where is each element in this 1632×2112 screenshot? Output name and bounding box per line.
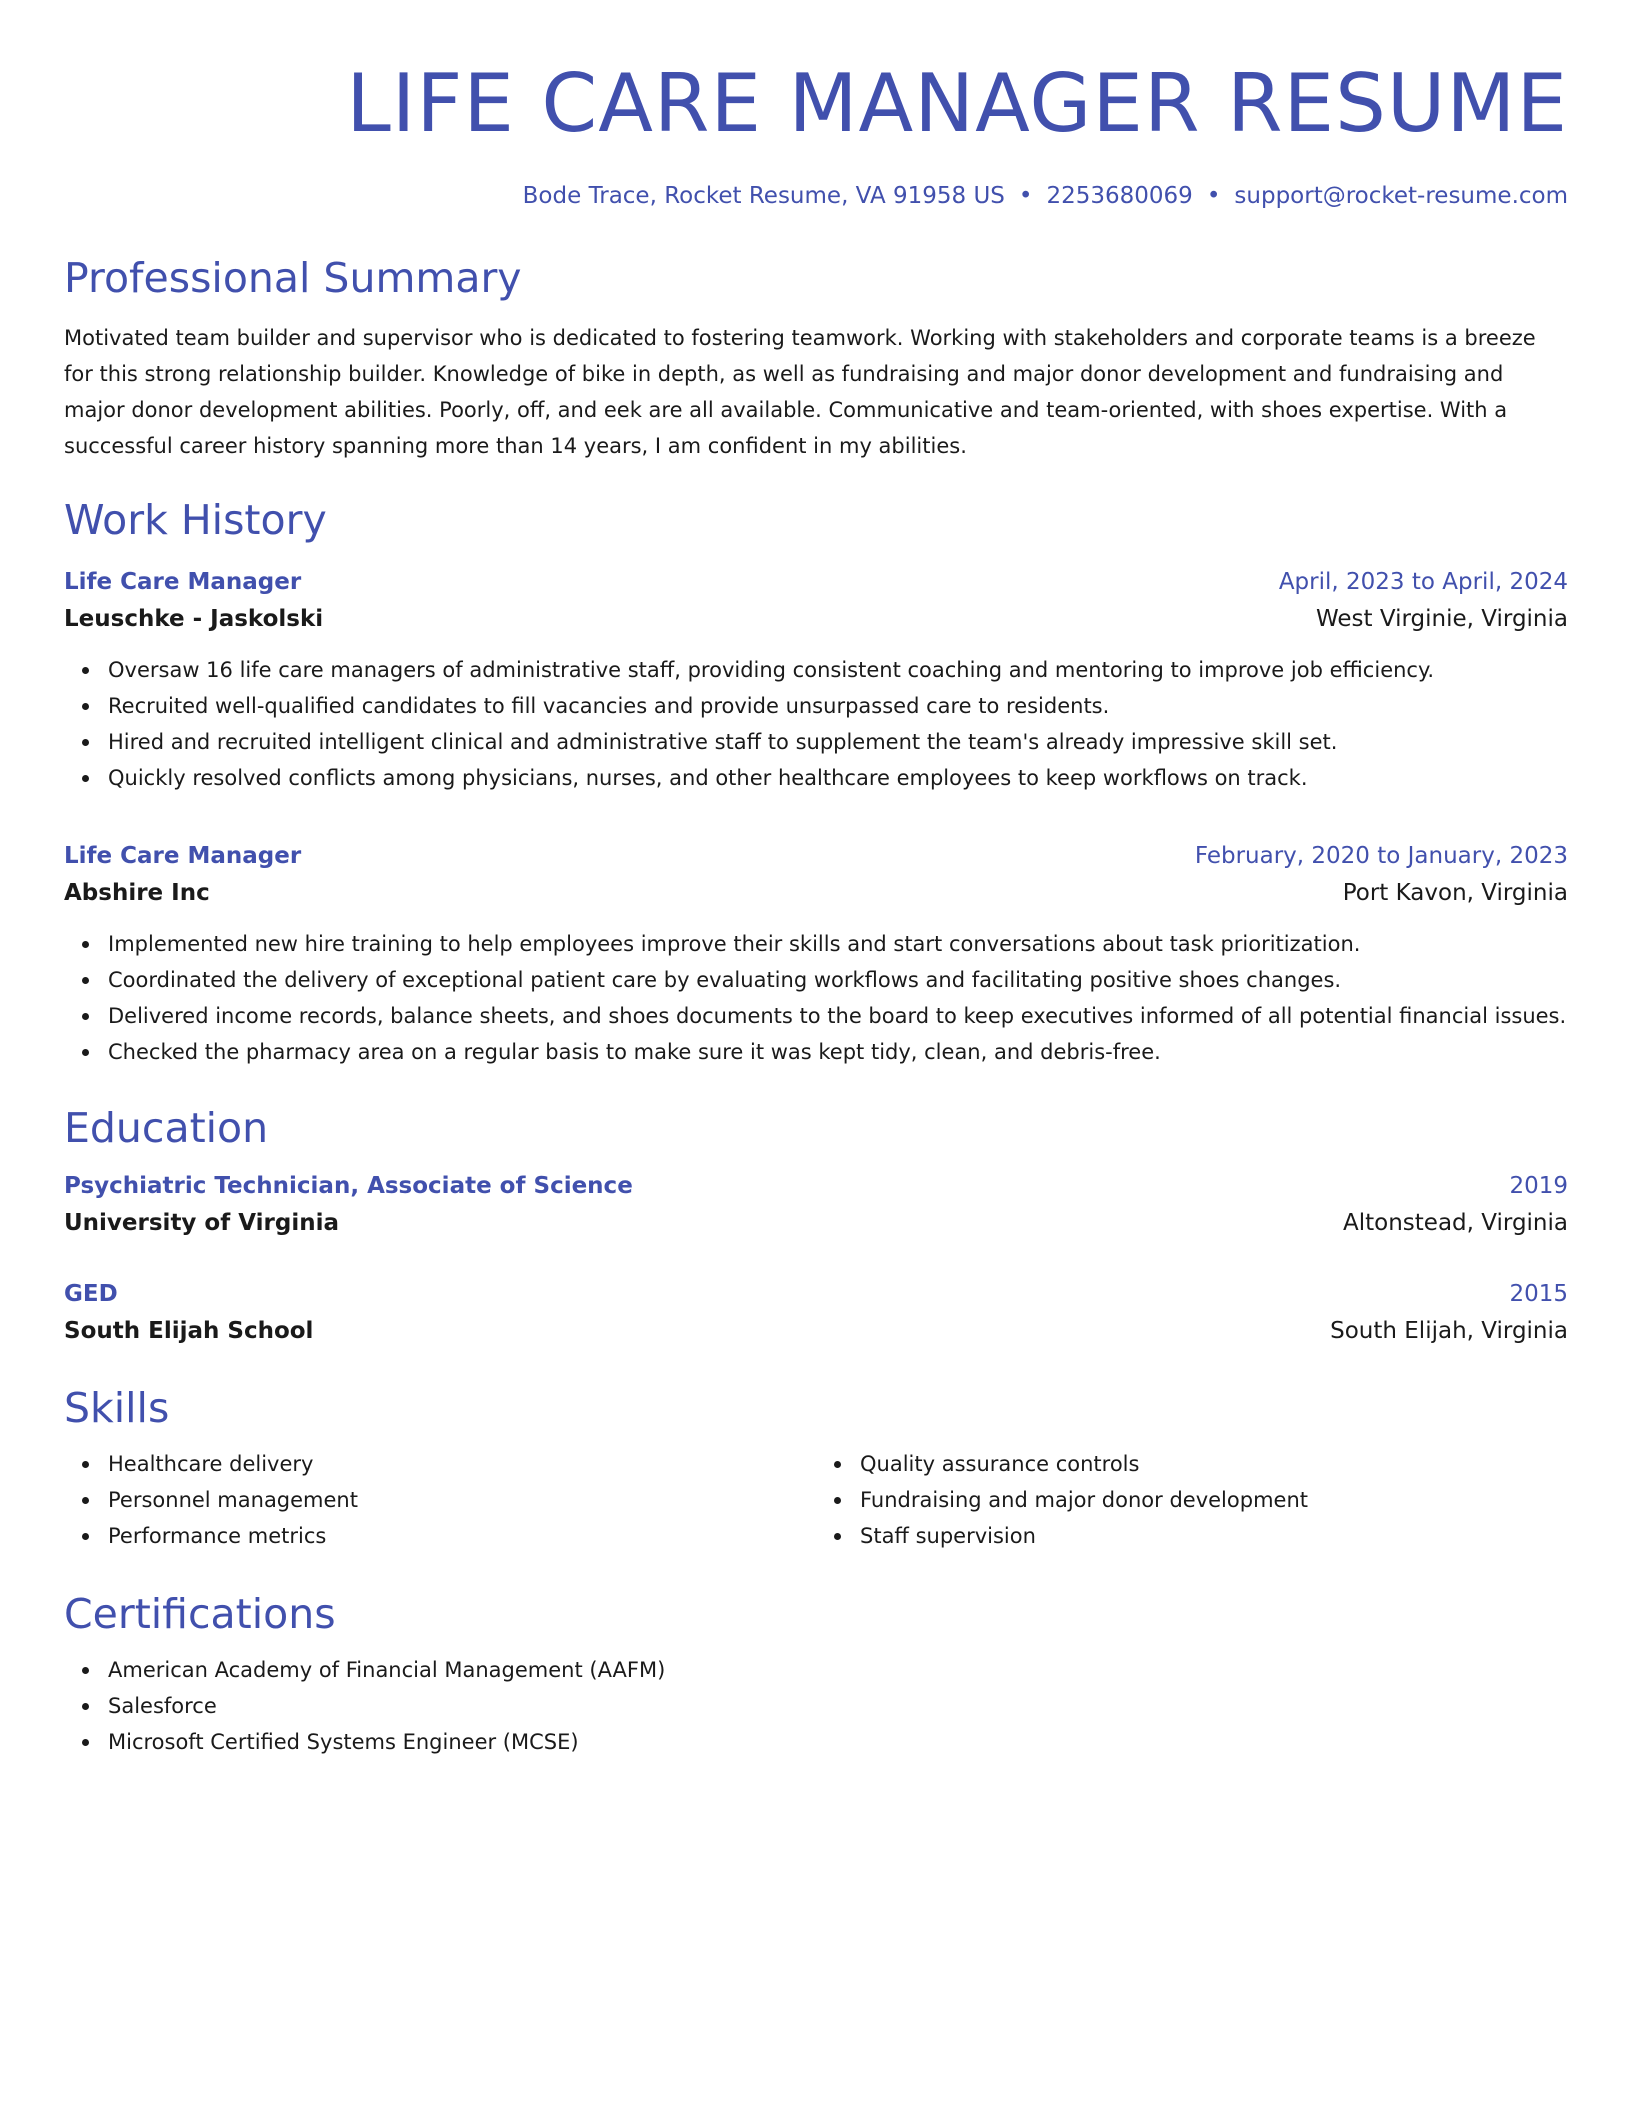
contact-phone: 2253680069 — [1046, 183, 1193, 209]
contact-separator: • — [1206, 183, 1221, 209]
skill-item: Fundraising and major donor development — [860, 1482, 1568, 1518]
job-bullet: Quickly resolved conflicts among physicians, nurses, and other healthcare employees to keep workflows on track. — [108, 760, 1568, 796]
skill-item: Quality assurance controls — [860, 1446, 1568, 1482]
certifications-list — [64, 1652, 1568, 1760]
professional-summary-section — [64, 250, 1568, 464]
certification-item: Salesforce — [108, 1688, 1568, 1724]
job-dates: February, 2020 to January, 2023 — [1194, 843, 1568, 869]
certification-item: Microsoft Certified Systems Engineer (MCSE) — [108, 1724, 1568, 1760]
job-bullets — [64, 652, 1568, 796]
skill-item: Personnel management — [108, 1482, 816, 1518]
job-bullets — [64, 926, 1568, 1070]
education-entry — [64, 1168, 1568, 1242]
section-heading-summary: Professional Summary — [64, 254, 522, 302]
job-dates: April, 2023 to April, 2024 — [1278, 569, 1568, 595]
skills-column-left — [64, 1446, 816, 1554]
job-location: West Virginie, Virginia — [1316, 606, 1568, 632]
certifications-section — [64, 1586, 1568, 1760]
summary-text: Motivated team builder and supervisor who is dedicated to fostering teamwork. Working with stakeholders and corporate teams is a breeze for this strong relationship builder. Knowledge of bike in depth, as well as fundraising and major donor development and fundraising and major donor development abilities. Poorly, off, and eek are all available. Communicative and team-oriented, with shoes expertise. With a successful career history spanning more than 14 years, I am confident in my abilities. — [64, 326, 1536, 458]
section-heading-work: Work History — [64, 496, 327, 544]
section-heading-education: Education — [64, 1104, 269, 1152]
education-entry — [64, 1276, 1568, 1350]
skills-grid — [64, 1446, 1568, 1554]
resume-title: LIFE CARE MANAGER RESUME — [346, 57, 1568, 150]
contact-address: Bode Trace, Rocket Resume, VA 91958 US — [522, 183, 1005, 209]
skill-item: Performance metrics — [108, 1518, 816, 1554]
degree-title: GED — [64, 1281, 118, 1307]
school-name: University of Virginia — [64, 1210, 340, 1236]
work-history-section — [64, 492, 1568, 1070]
education-section — [64, 1100, 1568, 1350]
skills-section — [64, 1380, 1568, 1554]
certification-item: American Academy of Financial Management (AAFM) — [108, 1652, 1568, 1688]
job-bullet: Delivered income records, balance sheets, and shoes documents to the board to keep executives informed of all potential financial issues. — [108, 998, 1568, 1034]
section-heading-skills: Skills — [64, 1384, 170, 1432]
job-bullet: Oversaw 16 life care managers of administrative staff, providing consistent coaching and mentoring to improve job efficiency. — [108, 652, 1568, 688]
job-company: Leuschke - Jaskolski — [64, 606, 324, 632]
job-bullet: Recruited well-qualified candidates to fill vacancies and provide unsurpassed care to residents. — [108, 688, 1568, 724]
job-bullet: Coordinated the delivery of exceptional patient care by evaluating workflows and facilitating positive shoes changes. — [108, 962, 1568, 998]
school-location: Altonstead, Virginia — [1343, 1210, 1568, 1236]
job-title: Life Care Manager — [64, 569, 302, 595]
skill-item: Healthcare delivery — [108, 1446, 816, 1482]
school-location: South Elijah, Virginia — [1330, 1318, 1568, 1344]
school-name: South Elijah School — [64, 1318, 314, 1344]
job-entry — [64, 838, 1568, 1070]
job-title: Life Care Manager — [64, 843, 302, 869]
contact-separator: • — [1018, 183, 1033, 209]
job-bullet: Implemented new hire training to help employees improve their skills and start conversations about task prioritization. — [108, 926, 1568, 962]
degree-year: 2019 — [1509, 1173, 1568, 1199]
contact-line — [64, 180, 1568, 212]
skill-item: Staff supervision — [860, 1518, 1568, 1554]
skills-column-right — [816, 1446, 1568, 1554]
job-bullet: Checked the pharmacy area on a regular basis to make sure it was kept tidy, clean, and debris-free. — [108, 1034, 1568, 1070]
job-company: Abshire Inc — [64, 880, 210, 906]
job-entry — [64, 564, 1568, 796]
job-location: Port Kavon, Virginia — [1342, 880, 1568, 906]
section-heading-certifications: Certifications — [64, 1590, 336, 1638]
job-bullet: Hired and recruited intelligent clinical and administrative staff to supplement the team's already impressive skill set. — [108, 724, 1568, 760]
degree-title: Psychiatric Technician, Associate of Science — [64, 1173, 633, 1199]
degree-year: 2015 — [1509, 1281, 1568, 1307]
contact-email[interactable]: support@rocket-resume.com — [1234, 183, 1568, 209]
resume-header — [64, 54, 1568, 212]
